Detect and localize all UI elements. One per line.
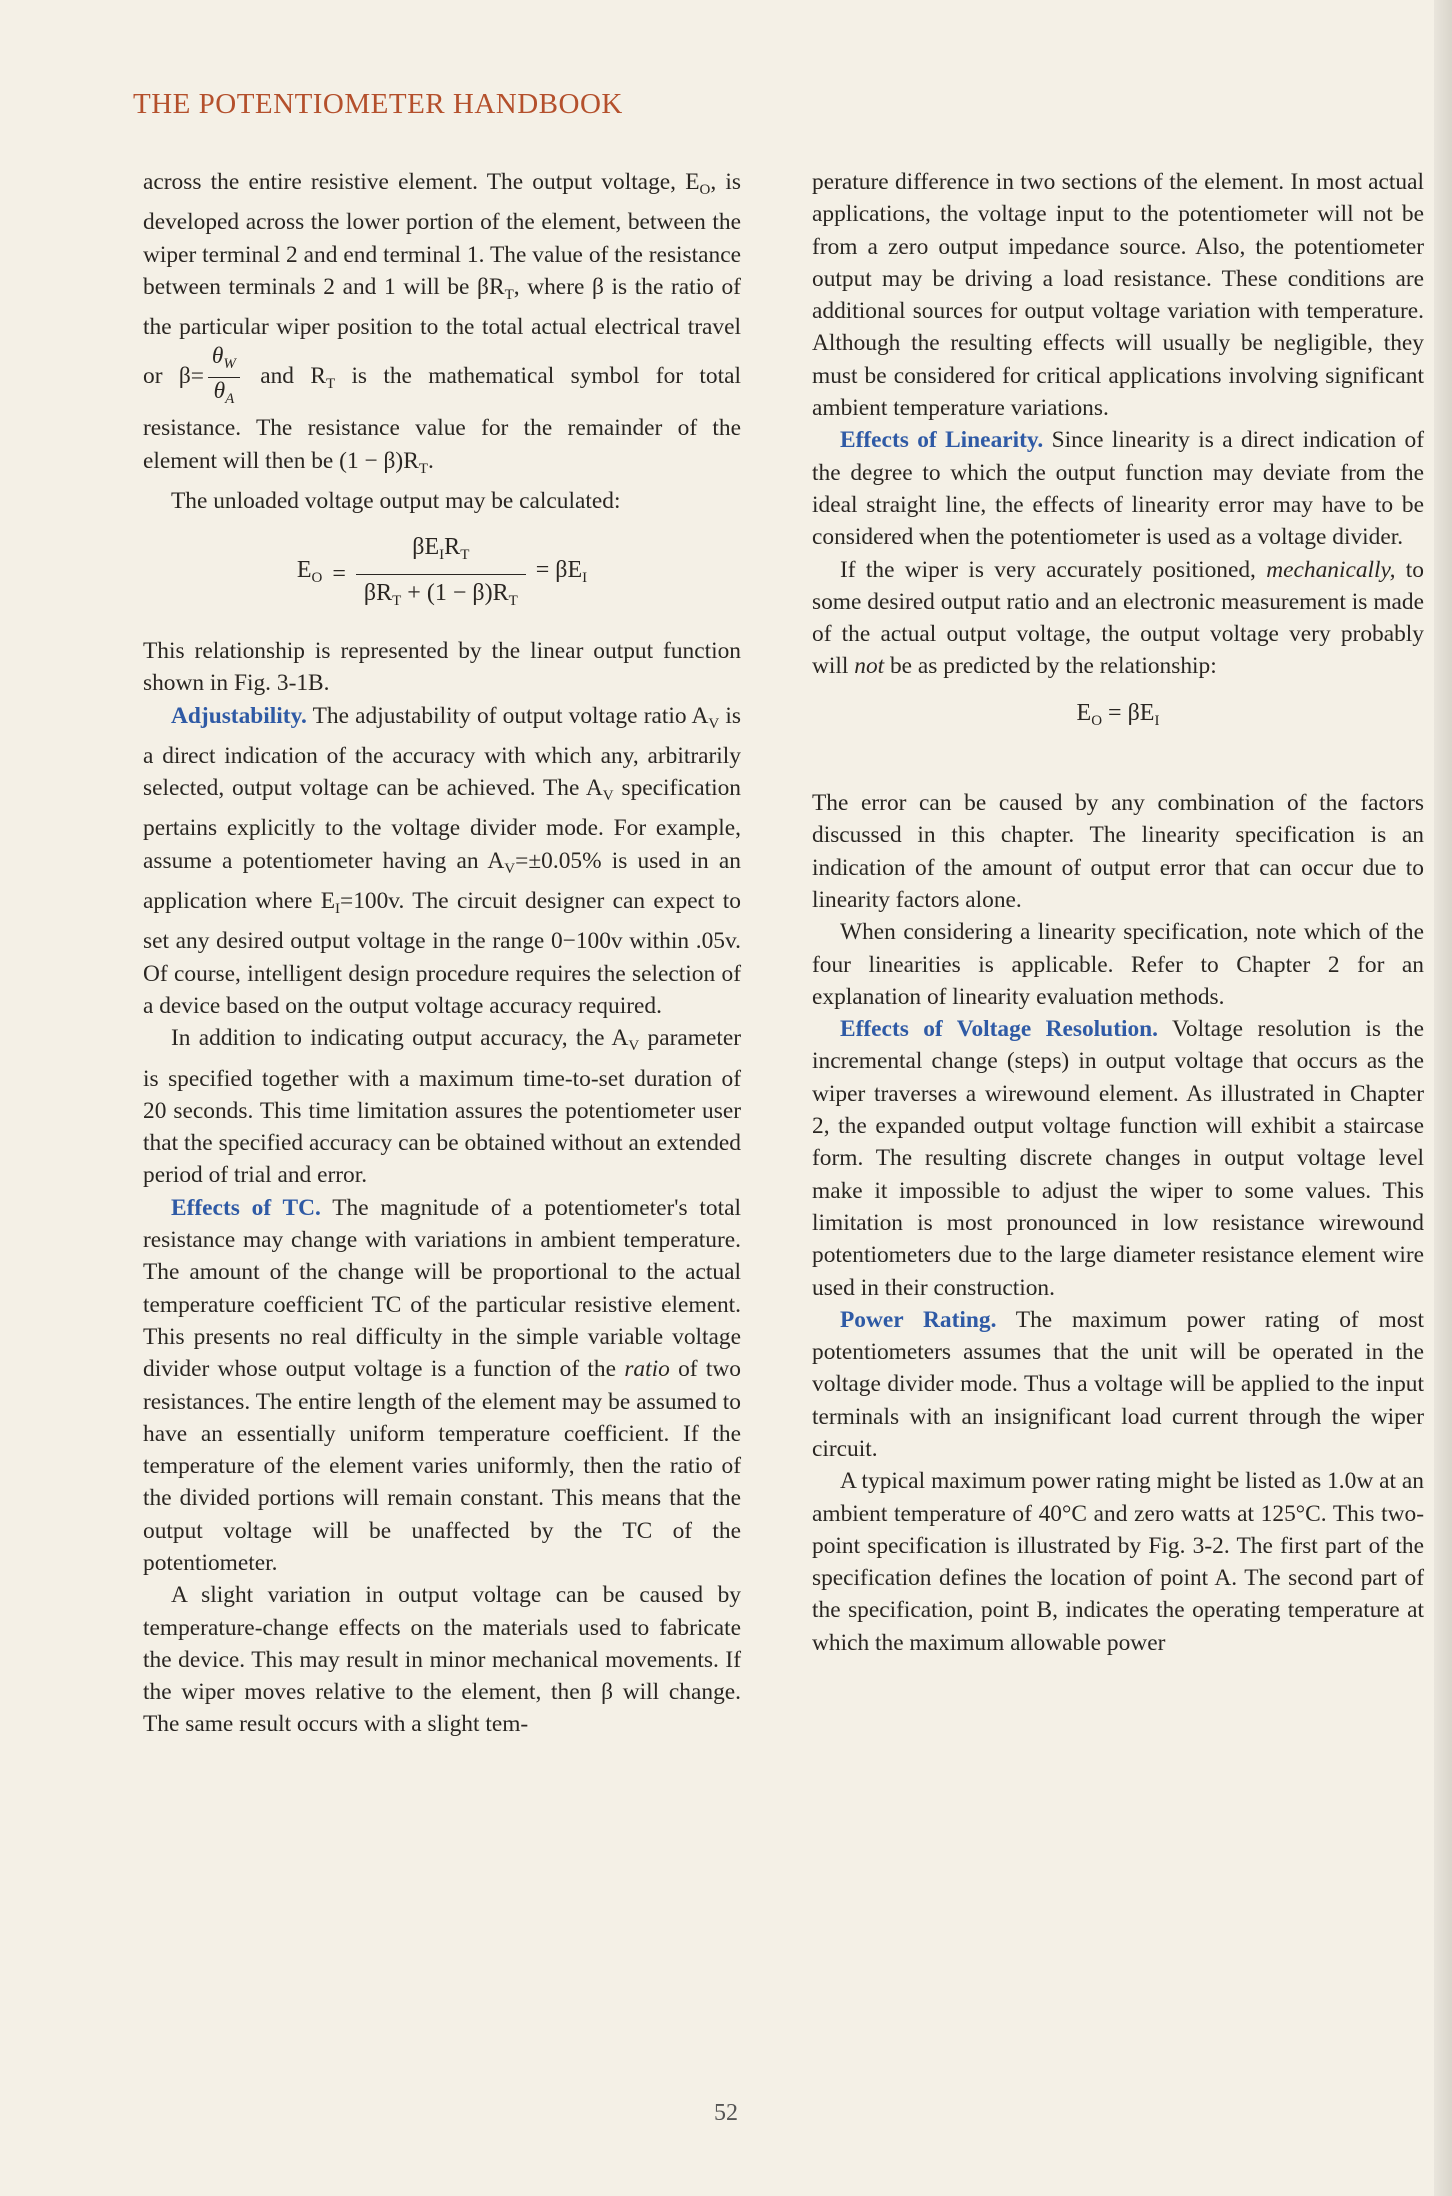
section-heading: Power Rating. [840, 1306, 997, 1333]
paragraph-effects-of-tc: Effects of TC. The magnitude of a potentiometer's total resistance may change with variations in ambient temperature. The amount of the change will be proportional to the actual temperature coefficient TC of the particular resistive element. This presents no real difficulty in the simple variable voltage divider whose output voltage is a function of the ratio of two resistances. The entire length of the element may be assumed to have an essentially uniform temperature coefficient. If the temperature of the element varies uniformly, then the ratio of the divided portions will remain constant. This means that the output voltage will be unaffected by the TC of the potentiometer. [143, 1194, 741, 1576]
paragraph-voltage-resolution: Effects of Voltage Resolution. Voltage resolution is the incremental change (steps) in output voltage that occurs as the wiper traverses a wirewound element. As illustrated in Chapter 2, the expanded output voltage function will exhibit a staircase form. The resulting discrete changes in output voltage level make it impossible to adjust the wiper to some values. This limitation is most pronounced in low resistance wirewound potentiometers due to the large diameter resistance element wire used in their construction. [812, 1016, 1425, 1301]
section-heading: Adjustability. [171, 702, 307, 729]
paragraph: If the wiper is very accurately positioned, mechanically, to some desired output ratio and an electronic measurement is made of the actual output voltage, the output voltage very probably will not be as predicted by the relationship: [812, 556, 1424, 680]
paragraph: A typical maximum power rating might be listed as 1.0w at an ambient temperature of 40°C and zero watts at 125°C. This two-point specification is illustrated by Fig. 3-2. The first part of the specification defines the location of point A. The second part of the specification, point B, indicates the operating temperature at which the maximum allowable power [812, 1468, 1424, 1656]
paragraph: perature difference in two sections of the element. In most actual applications, the voltage input to the potentiometer will not be from a zero output impedance source. Also, the potentiometer output may be driving a load resistance. These conditions are additional sources for output voltage variation with temperature. Although the resulting effects will usually be negligible, they must be considered for critical applications involving significant ambient temperature variations. [812, 169, 1424, 422]
paragraph-effects-of-linearity: Effects of Linearity. Since linearity is a direct indication of the degree to which the output function may deviate from the ideal straight line, the effects of linearity error may have to be considered when the potentiometer is used as a voltage divider. [812, 427, 1424, 551]
paragraph-adjustability: Adjustability. The adjustability of output voltage ratio $A_V$ is a direct indication of the accuracy with which any, arbitrarily selected, output voltage can be achieved. The $A_V$ specification pertains explicitly to the voltage divider mode. For example, assume a potentiometer having an $A_V=\pm 0.05\%$ is used in an application where $E_I=100v$. The circuit designer can expect to set any desired output voltage in the range 0−100v within .05v. Of course, intelligent design procedure requires the selection of a device based on the output voltage accuracy required. [143, 702, 741, 1019]
paragraph: When considering a linearity specification, note which of the four linearities is applicable. Refer to Chapter 2 for an explanation of linearity evaluation methods. [812, 919, 1424, 1010]
paragraph: across the entire resistive element. The output voltage, $E_O$, is developed across the lower portion of the element, between the wiper terminal 2 and end terminal 1. The value of the resistance between terminals 2 and 1 will be $\beta R_T$, where β is the ratio of the particular wiper position to the total actual electrical travel or β= $\frac{\theta_W}{\theta_A}$ and $R_T$ is the mathematical symbol for total resistance. The resistance value for the remainder of the element will then be $(1 - \beta)R_T$. [143, 169, 742, 477]
beta-fraction: $\frac{\theta_W}{\theta_A}$ [208, 343, 240, 412]
paragraph: The unloaded voltage output may be calculated: [171, 488, 621, 515]
equation-eo-beta-ei: $E_O = \beta E_I$ [1076, 699, 1160, 729]
paragraph: The error can be caused by any combination of the factors discussed in this chapter. The linearity specification is an indication of the amount of output error that can occur due to linearity factors alone. [812, 790, 1424, 913]
running-head: THE POTENTIOMETER HANDBOOK [133, 88, 623, 120]
equation-output-voltage: $E_O$ = $\frac{\beta E_IR_T}{\beta R_T + (1 - \beta)R_T}$ = $\beta E_I$ [143, 531, 741, 617]
paragraph-power-rating: Power Rating. The maximum power rating of most potentiometers assumes that the unit will be operated in the voltage divider mode. Thus a voltage will be applied to the input terminals with an insignificant load current through the wiper circuit. [812, 1306, 1424, 1462]
paragraph: A slight variation in output voltage can be caused by temperature-change effects on the materials used to fabricate the device. This may result in minor mechanical movements. If the wiper moves relative to the element, then β will change. The same result occurs with a slight tem- [143, 1582, 741, 1738]
right-column [812, 166, 1424, 1659]
paragraph: In addition to indicating output accuracy, the $A_V$ parameter is specified together with a maximum time-to-set duration of 20 seconds. This time limitation assures the potentiometer user that the specified accuracy can be obtained without an extended period of trial and error. [143, 1025, 741, 1189]
section-heading: Effects of Linearity. [840, 427, 1044, 454]
paragraph: This relationship is represented by the linear output function shown in Fig. 3-1B. [143, 637, 741, 697]
page-edge-shadow [1434, 0, 1452, 2196]
section-heading: Effects of TC. [171, 1194, 321, 1221]
left-column [143, 166, 741, 1741]
page-number: 52 [714, 2100, 738, 2126]
section-heading: Effects of Voltage Resolution. [840, 1016, 1159, 1043]
